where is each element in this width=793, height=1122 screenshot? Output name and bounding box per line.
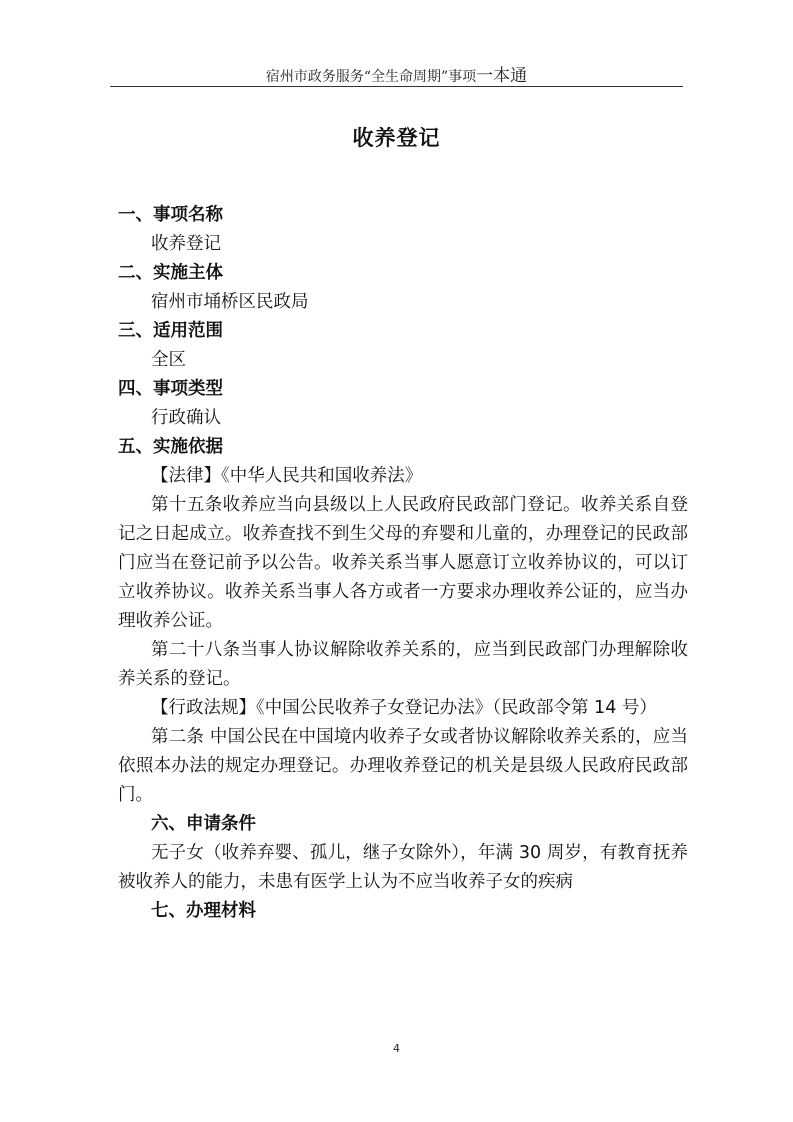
section-value-implementing-body: 宿州市埇桥区民政局 xyxy=(151,292,309,312)
page-title: 收养登记 xyxy=(352,126,441,150)
conditions-paragraph: 无子女（收养弃婴、孤儿，继子女除外），年满 30 周岁，有教育抚养被收养人的能力，未患有医学上认为不应当收养子女的疾病 xyxy=(118,843,688,892)
section-value-scope: 全区 xyxy=(151,350,186,370)
document-body xyxy=(118,201,688,926)
regulation-label: 【行政法规】《中国公民收养子女登记办法》（民政部令第 14 号） xyxy=(151,698,657,718)
header-suffix: 一本通 xyxy=(476,66,528,86)
section-heading-scope: 三、适用范围 xyxy=(118,321,223,341)
section-heading-conditions: 六、申请条件 xyxy=(151,814,256,834)
law-label: 【法律】《中华人民共和国收养法》 xyxy=(151,466,423,486)
section-heading-legal-basis: 五、实施依据 xyxy=(118,437,223,457)
header-rule xyxy=(110,86,683,87)
section-heading-item-type: 四、事项类型 xyxy=(118,379,223,399)
law-paragraph-15: 第十五条收养应当向县级以上人民政府民政部门登记。收养关系自登记之日起成立。收养查找不到生父母的弃婴和儿童的，办理登记的民政部门应当在登记前予以公告。收养关系当事人愿意订立收养协议的，可以订立收养协议。收养关系当事人各方或者一方要求办理收养公证的，应当办理收养公证。 xyxy=(118,495,688,631)
page-number: 4 xyxy=(393,1042,400,1055)
section-heading-item-name: 一、事项名称 xyxy=(118,205,223,225)
header-prefix: 宿州市政务服务“全生命周期”事项 xyxy=(265,69,477,85)
section-value-item-type: 行政确认 xyxy=(151,408,221,428)
regulation-paragraph-2: 第二条 中国公民在中国境内收养子女或者协议解除收养关系的，应当依照本办法的规定办理登记。办理收养登记的机关是县级人民政府民政部门。 xyxy=(118,727,688,805)
running-header xyxy=(0,61,793,86)
law-paragraph-28: 第二十八条当事人协议解除收养关系的，应当到民政部门办理解除收养关系的登记。 xyxy=(118,640,688,689)
section-heading-materials: 七、办理材料 xyxy=(151,901,256,921)
section-heading-implementing-body: 二、实施主体 xyxy=(118,263,223,283)
section-value-item-name: 收养登记 xyxy=(151,234,221,254)
